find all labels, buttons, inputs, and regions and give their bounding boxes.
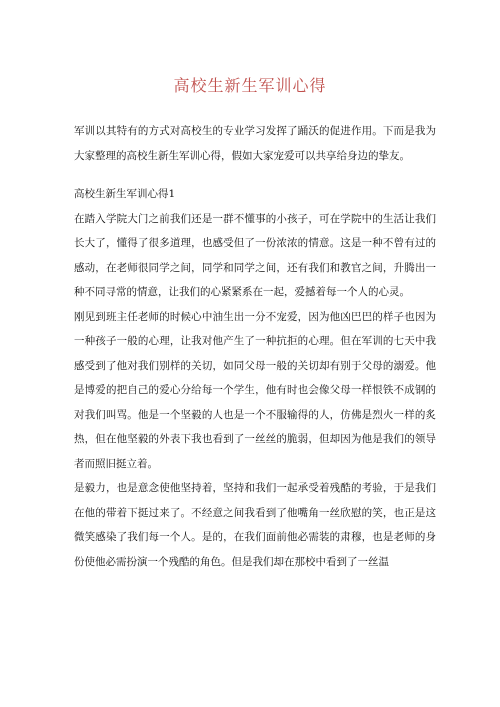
intro-paragraph: 军训以其特有的方式对高校生的专业学习发挥了踊沃的促进作用。下而是我为大家整理的高校生新生军训心得，假如大家宠爱可以共享给身边的挚友。 [74,125,436,162]
body-paragraph: 在踏入学院大门之前我们还是一群不懂事的小孩子，可在学院中的生活让我们长大了，懂得了很多道理，也感受但了一份浓浓的情意。这是一种不曾有过的感动，在老师很同学之间，同学和同学之间，还有我们和教官之间，升腾出一种不同寻常的情意，让我们的心紧紧系在一起，爱撼着每一个人的心灵。 [74,212,436,298]
paragraph-gap [74,168,436,182]
section-heading: 高校生新生军训心得1 [74,188,176,200]
document-body [74,119,436,574]
body-paragraph: 是毅力，也是意念使他坚持着，坚持和我们一起承受着残酷的考验，于是我们在他的带着下挺过来了。不经意之间我看到了他嘴角一丝欣慰的笑，也正是这微笑感染了我们每一个人。是的，在我们面前他必需装的肃穆，也是老师的身份使他必需扮演一个残酷的角色。但是我们却在那校中看到了一丝温 [74,482,436,568]
body-paragraph: 刚见到班主任老师的时候心中油生出一分不宠爱，因为他凶巴巴的样子也因为一种孩子一般的心理，让我对他产生了一种抗拒的心理。但在军训的七天中我感受到了他对我们别样的关切，如同父母一般的关切却有别于父母的溺爱。他是博爱的把自己的爱心分给每一个学生，他有时也会像父母一样恨铁不成钢的对我们叫骂。他是一个坚毅的人也是一个不服输得的人，仿佛是烈火一样的炙热，但在他坚毅的外表下我也看到了一丝丝的脆弱，但却因为他是我们的领导者而照旧挺立着。 [74,310,436,470]
page-title: 高校生新生军训心得 [173,76,327,95]
